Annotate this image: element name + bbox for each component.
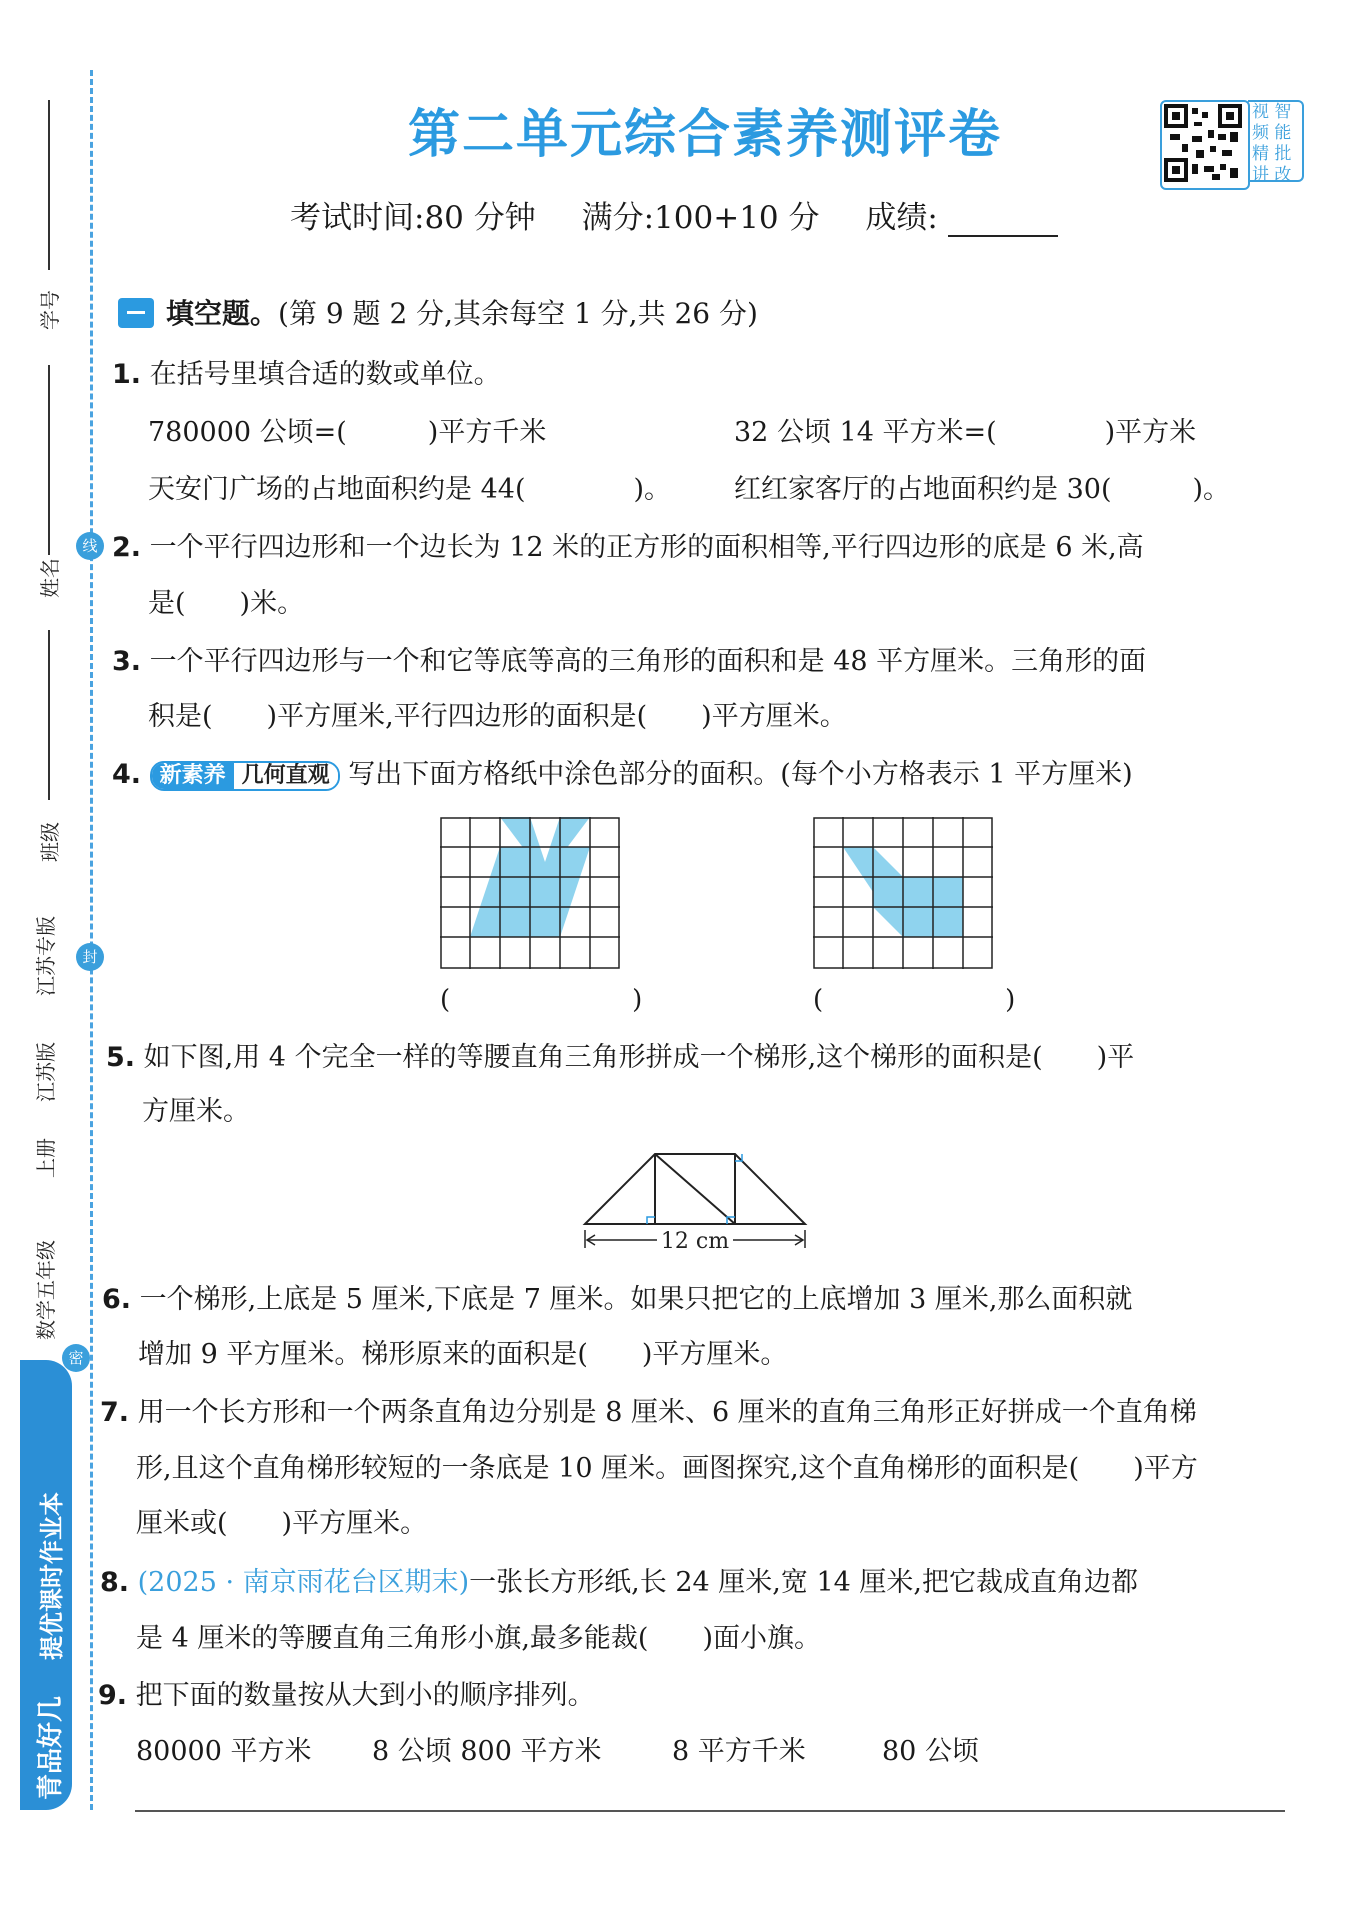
question-number: 3. xyxy=(112,646,142,677)
qr-caption: 视 智 频 能 精 批 讲 改 xyxy=(1248,100,1304,182)
question-3-line-2: 积是( )平方厘米,平行四边形的面积是( )平方厘米。 xyxy=(148,701,847,732)
q9-item-3: 8 平方千米 xyxy=(672,1736,806,1767)
section-title-text: 填空题。 xyxy=(166,297,279,330)
seal-mark-secret: 密 xyxy=(62,1344,90,1372)
question-3 xyxy=(112,642,1146,682)
qr-code-icon[interactable] xyxy=(1160,100,1250,190)
exam-info xyxy=(290,192,1058,237)
question-number: 5. xyxy=(106,1042,136,1073)
shaded-link xyxy=(873,847,903,937)
version-label: 江苏版 xyxy=(34,1042,58,1102)
grid-lines-right xyxy=(813,817,993,969)
question-line: 一个平行四边形和一个边长为 12 米的正方形的面积相等,平行四边形的底是 6 米,高 xyxy=(149,532,1144,563)
dimension-label: 12 cm xyxy=(660,1229,730,1254)
grid-figure-left xyxy=(440,817,620,969)
question-7 xyxy=(100,1393,1197,1433)
grid-figure-right xyxy=(813,817,993,969)
question-line: 如下图,用 4 个完全一样的等腰直角三角形拼成一个梯形,这个梯形的面积是( )平 xyxy=(143,1042,1135,1073)
binding-dashed-line xyxy=(90,70,93,1810)
question-7-line-2: 形,且这个直角梯形较短的一条底是 10 厘米。画图探究,这个直角梯形的面积是( )平方 xyxy=(136,1453,1198,1484)
student-id-label: 学号 xyxy=(38,290,62,330)
question-5 xyxy=(106,1038,1134,1078)
section-title xyxy=(166,292,758,332)
volume-label: 上册 xyxy=(34,1138,58,1178)
section-desc: (第 9 题 2 分,其余每空 1 分,共 26 分) xyxy=(278,297,758,330)
question-2-line-2: 是( )米。 xyxy=(148,588,305,619)
brand-strip xyxy=(20,1360,72,1810)
question-source: (2025 · 南京雨花台区期末) xyxy=(137,1567,470,1598)
shaded-top-piece xyxy=(843,847,873,877)
q9-item-1: 80000 平方米 xyxy=(136,1736,312,1767)
question-9 xyxy=(98,1676,595,1716)
section-one-badge xyxy=(118,298,154,328)
inner-line-2 xyxy=(655,1154,735,1224)
question-number: 7. xyxy=(100,1397,130,1428)
trapezoid-figure xyxy=(575,1148,815,1258)
class-label: 班级 xyxy=(38,822,62,862)
full-score: 满分:100+10 分 xyxy=(581,200,820,236)
question-line: 把下面的数量按从大到小的顺序排列。 xyxy=(135,1680,595,1711)
class-line xyxy=(48,630,50,800)
question-number: 6. xyxy=(102,1284,132,1315)
q1-item-c: 天安门广场的占地面积约是 44( )。 xyxy=(148,474,672,505)
grade-label: 成绩: xyxy=(865,200,938,236)
seal-mark-seal: 封 xyxy=(76,943,104,971)
shaded-shape-right xyxy=(843,817,873,847)
question-7-line-3: 厘米或( )平方厘米。 xyxy=(136,1508,428,1539)
subject-label: 数学五年级 xyxy=(34,1240,58,1340)
question-line: 一个平行四边形与一个和它等底等高的三角形的面积和是 48 平方厘米。三角形的面 xyxy=(149,646,1147,677)
question-8 xyxy=(100,1563,1138,1603)
question-1 xyxy=(112,355,501,395)
question-number: 1. xyxy=(112,359,142,390)
answer-paren-left[interactable]: ( ) xyxy=(440,985,643,1015)
question-8-line-2: 是 4 厘米的等腰直角三角形小旗,最多能裁( )面小旗。 xyxy=(136,1623,821,1654)
edition-label: 江苏专版 xyxy=(34,916,58,996)
answer-line[interactable] xyxy=(135,1810,1285,1812)
brand-name: 提优课时作业本 xyxy=(38,1492,66,1660)
page-title: 第二单元综合素养测评卷 xyxy=(407,105,1002,165)
name-label: 姓名 xyxy=(38,558,62,598)
question-2 xyxy=(112,528,1144,568)
question-6 xyxy=(102,1280,1132,1320)
q1-item-a: 780000 公顷=( )平方千米 xyxy=(148,417,547,448)
grade-blank[interactable] xyxy=(948,209,1058,237)
question-number: 8. xyxy=(100,1567,130,1598)
question-line: 写出下面方格纸中涂色部分的面积。(每个小方格表示 1 平方厘米) xyxy=(348,759,1133,790)
question-line: 一个梯形,上底是 5 厘米,下底是 7 厘米。如果只把它的上底增加 3 厘米,那么面积就 xyxy=(139,1284,1133,1315)
question-number: 4. xyxy=(112,759,142,790)
answer-paren-right[interactable]: ( ) xyxy=(813,985,1016,1015)
q9-item-4: 80 公顷 xyxy=(882,1736,979,1767)
question-line: 一张长方形纸,长 24 厘米,宽 14 厘米,把它裁成直角边都 xyxy=(469,1567,1138,1598)
grid-lines-left xyxy=(440,817,620,969)
question-text: 在括号里填合适的数或单位。 xyxy=(149,359,501,390)
question-number: 9. xyxy=(98,1680,128,1711)
tag-geometry: 几何直观 xyxy=(234,763,338,789)
seal-mark-line: 线 xyxy=(76,532,104,560)
question-line: 用一个长方形和一个两条直角边分别是 8 厘米、6 厘米的直角三角形正好拼成一个直角梯 xyxy=(137,1397,1197,1428)
q1-item-d: 红红家客厅的占地面积约是 30( )。 xyxy=(734,474,1231,505)
question-4 xyxy=(112,755,1133,795)
question-5-line-2: 方厘米。 xyxy=(142,1096,250,1127)
q9-item-2: 8 公顷 800 平方米 xyxy=(372,1736,602,1767)
exam-time: 考试时间:80 分钟 xyxy=(290,200,536,236)
q1-item-b: 32 公顷 14 平方米=( )平方米 xyxy=(734,417,1197,448)
brand-logo: 青品好几 xyxy=(36,1695,66,1800)
literacy-tag xyxy=(150,761,340,791)
question-6-line-2: 增加 9 平方厘米。梯形原来的面积是( )平方厘米。 xyxy=(138,1339,788,1370)
question-number: 2. xyxy=(112,532,142,563)
tag-new-literacy: 新素养 xyxy=(152,763,234,789)
name-line xyxy=(48,365,50,555)
